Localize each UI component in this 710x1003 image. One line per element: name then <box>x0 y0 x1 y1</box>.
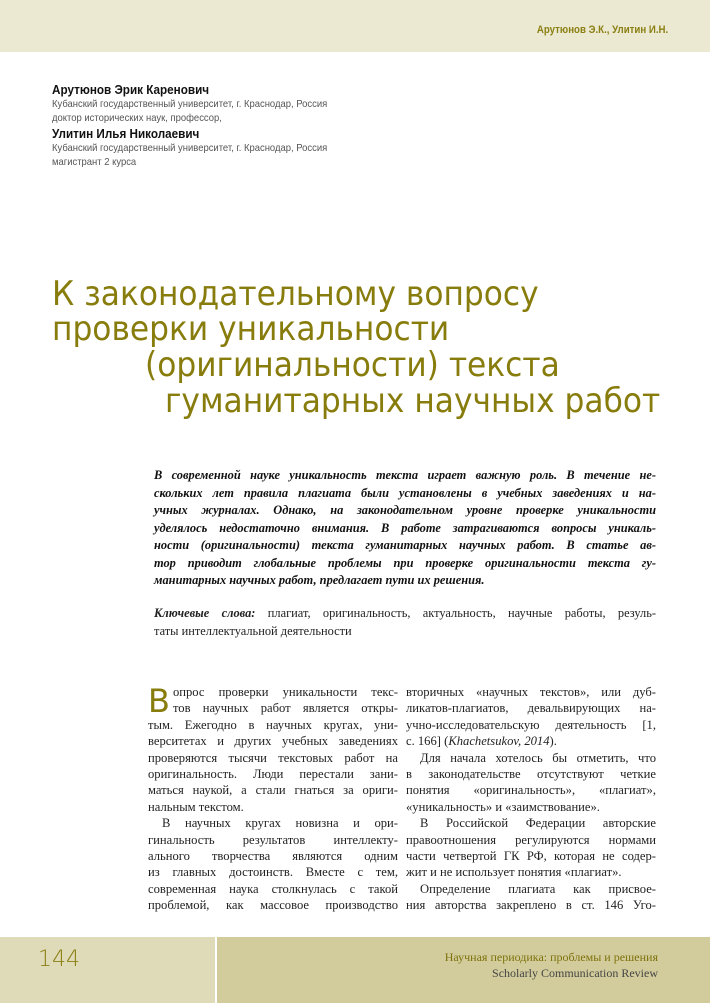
body-line: ния авторства закреплено в ст. 146 Уго- <box>406 898 656 913</box>
author-affiliation: Кубанский государственный университет, г. Краснодар, Россия <box>52 142 328 154</box>
keywords-label: Ключевые слова: <box>154 606 256 620</box>
abstract-line: В современной науке уникальность текста играет важную роль. В течение не- <box>154 468 656 482</box>
text: с. 166] ( <box>406 734 449 749</box>
body-line: понятия «оригинальность», «плагиат», <box>406 783 656 798</box>
page-header <box>0 0 710 52</box>
title-line: (оригинальности) текста <box>145 345 560 385</box>
page-number: 144 <box>38 947 80 972</box>
body-line: оригинальность. Люди перестали зани- <box>148 766 398 781</box>
abstract <box>154 467 656 590</box>
body-line: вторичных «научных текстов», или дуб- <box>406 685 656 699</box>
abstract-line: манитарных научных работ, предлагает пути их решения. <box>154 573 485 587</box>
abstract-line: тор приводит глобальные проблемы при проверке оригинальности текста гу- <box>154 555 656 570</box>
author-1 <box>52 82 358 125</box>
title-line: гуманитарных научных работ <box>165 381 661 421</box>
text: ). <box>549 734 557 749</box>
body-line: ликатов-плагиатов, девальвирующих на- <box>406 701 656 716</box>
author-2 <box>52 126 358 169</box>
citation: Khachetsukov, 2014 <box>448 734 550 749</box>
body-line: верситетах и других учебных заведениях <box>148 734 398 749</box>
body-column-left <box>148 684 398 913</box>
body-line: ального творчества являются одним <box>148 848 398 863</box>
drop-cap: В <box>148 682 170 720</box>
body-line: правоотношения регулируются нормами <box>406 832 656 847</box>
author-position: доктор исторических наук, профессор, <box>52 112 222 124</box>
author-position: магистрант 2 курса <box>52 156 137 168</box>
body-line: современная наука столкнулась с такой <box>148 881 398 896</box>
keywords-text: плагиат, оригинальность, актуальность, научные работы, резуль- <box>255 606 656 620</box>
body-line: части четвертой ГК РФ, которая не содер- <box>406 848 656 863</box>
body-line: Для начала хотелось бы отметить, что <box>420 750 656 765</box>
body-line: тов научных работ является откры- <box>172 701 398 716</box>
body-line: В научных кругах новизна и ори- <box>162 816 398 831</box>
abstract-line: ности (оригинальности) текста гуманитарных научных работ. В статье ав- <box>154 538 656 552</box>
body-line <box>406 733 656 749</box>
footer-right <box>217 937 710 1003</box>
author-name: Улитин Илья Николаевич <box>52 126 200 141</box>
running-authors: Арутюнов Э.К., Улитин И.Н. <box>536 24 668 36</box>
body-line: жит и не использует понятия «плагиат». <box>406 865 622 880</box>
body-line: проверяются тысячи текстовых работ на <box>148 750 398 765</box>
abstract-line: скольких лет правила плагиата были установлены в учебных заведениях и на- <box>154 485 656 500</box>
journal-title-en: Scholarly Communication Review <box>492 966 658 980</box>
abstract-line: учных журналах. Однако, на законодательном уровне проверке уникальности <box>154 503 656 517</box>
body-line: «уникальность» и «заимствование». <box>406 799 600 814</box>
body-line: проблемой, как массовое производство <box>148 898 398 913</box>
author-name: Арутюнов Эрик Каренович <box>52 82 210 97</box>
title-line: К законодательному вопросу <box>52 274 539 314</box>
abstract-line: уделялось недостаточно внимания. В работе затрагиваются вопросы уникаль- <box>154 520 656 535</box>
body-line: учно-исследовательскую деятельность [1, <box>406 717 656 732</box>
footer-left <box>0 937 215 1003</box>
title-line: проверки уникальности <box>52 309 450 349</box>
body-line: из главных достоинств. Вместе с тем, <box>148 865 398 880</box>
body-line: маться наукой, а стали гнаться за ориги- <box>148 783 398 798</box>
body-line: опрос проверки уникальности текс- <box>172 685 398 699</box>
keywords-text: таты интеллектуальной деятельности <box>154 624 352 638</box>
body-line: нальным текстом. <box>148 799 244 814</box>
body-line: Определение плагиата как присвое- <box>420 881 656 896</box>
body-line: гинальность результатов интеллекту- <box>148 832 398 847</box>
body-line: в законодательстве отсутствуют четкие <box>406 766 656 781</box>
keywords <box>154 604 656 640</box>
body-column-right <box>406 684 656 913</box>
author-affiliation: Кубанский государственный университет, г. Краснодар, Россия <box>52 98 328 110</box>
journal-title-ru: Научная периодика: проблемы и решения <box>444 950 658 964</box>
body-line: тым. Ежегодно в научных кругах, уни- <box>148 717 398 732</box>
body-line: В Российской Федерации авторские <box>420 816 656 831</box>
